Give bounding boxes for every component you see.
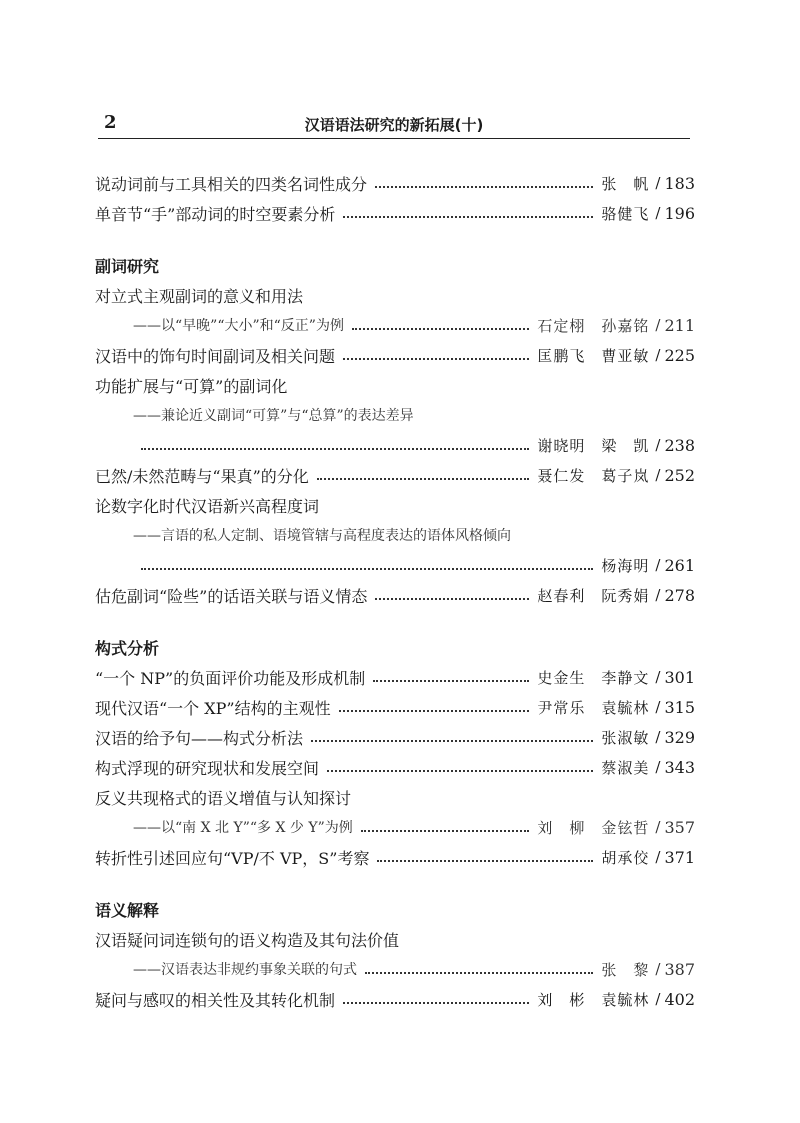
- entry-page: 196: [664, 203, 695, 223]
- toc-entry[interactable]: 转折性引述回应句“VP/不 VP，S”考察 胡承佼 / 371: [95, 847, 695, 868]
- entry-title: 说动词前与工具相关的四类名词性成分: [95, 174, 368, 194]
- toc-entry[interactable]: ——汉语表达非规约事象关联的句式 张 黎 / 387: [133, 959, 695, 979]
- entry-title: 汉语的给予句——构式分析法: [95, 728, 304, 748]
- entry-page: 343: [664, 757, 695, 777]
- entry-author: 蔡淑美: [601, 758, 650, 777]
- entry-page: 211: [664, 315, 695, 335]
- toc-entry[interactable]: 谢晓明 梁 凯 / 238: [95, 430, 695, 460]
- toc-entry-title[interactable]: [95, 924, 695, 954]
- leader-dots: [365, 964, 593, 974]
- entry-title: 汉语中的饰句时间副词及相关问题: [95, 346, 336, 366]
- leader-dots: [311, 732, 593, 742]
- entry-author: 张 帆: [601, 174, 650, 193]
- leader-dots: [141, 560, 593, 570]
- entry-page: 357: [664, 817, 695, 837]
- entry-author: 胡承佼: [601, 848, 650, 867]
- entry-title: “一个 NP”的负面评价功能及形成机制: [95, 668, 366, 688]
- entry-title: 构式浮现的研究现状和发展空间: [95, 758, 320, 778]
- leader-dots: [343, 994, 529, 1004]
- page-number: 2: [104, 112, 117, 133]
- entry-page: 402: [664, 989, 695, 1009]
- entry-author: 尹常乐 袁毓林: [537, 698, 650, 717]
- toc-entry[interactable]: 构式浮现的研究现状和发展空间 蔡淑美 / 343: [95, 757, 695, 778]
- entry-title: 论数字化时代汉语新兴高程度词: [95, 496, 320, 516]
- entry-page: 387: [664, 959, 695, 979]
- entry-author: 匡鹏飞 曹亚敏: [537, 346, 650, 365]
- toc-entry-subtitle: [95, 520, 695, 550]
- entry-subtitle: ——汉语表达非规约事象关联的句式: [133, 962, 357, 978]
- leader-dots: [343, 208, 593, 218]
- entry-author: 张淑敏: [601, 728, 650, 747]
- toc-entry-title[interactable]: [95, 280, 695, 310]
- toc-entry[interactable]: ——以“南 X 北 Y”“多 X 少 Y”为例 刘 柳 金铉哲 / 357: [133, 817, 695, 837]
- entry-subtitle: ——以“早晚”“大小”和“反正”为例: [133, 318, 344, 334]
- entry-subtitle: ——言语的私人定制、语境管辖与高程度表达的语体风格倾向: [133, 528, 511, 544]
- section-title: 副词研究: [95, 256, 160, 276]
- entry-author: 张 黎: [601, 960, 650, 979]
- toc-entry[interactable]: 说动词前与工具相关的四类名词性成分 张 帆 / 183: [95, 173, 695, 194]
- toc-entry[interactable]: 已然/未然范畴与“果真”的分化 聂仁发 葛子岚 / 252: [95, 465, 695, 486]
- toc-entry[interactable]: 汉语中的饰句时间副词及相关问题 匡鹏飞 曹亚敏 / 225: [95, 345, 695, 366]
- toc-entry[interactable]: 单音节“手”部动词的时空要素分析 骆健飞 / 196: [95, 203, 695, 224]
- entry-page: 225: [664, 345, 695, 365]
- section-title: 语义解释: [95, 900, 160, 920]
- leader-dots: [141, 440, 529, 450]
- entry-author: 聂仁发 葛子岚: [537, 466, 650, 485]
- leader-dots: [377, 852, 593, 862]
- entry-page: 371: [664, 847, 695, 867]
- entry-author: 杨海明: [601, 556, 650, 575]
- entry-title: 估危副词“险些”的话语关联与语义情态: [95, 586, 368, 606]
- book-title: 汉语语法研究的新拓展(十): [304, 116, 484, 134]
- entry-author: 石定栩 孙嘉铭: [537, 316, 650, 335]
- entry-title: 现代汉语“一个 XP”结构的主观性: [95, 698, 331, 718]
- entry-page: 301: [664, 667, 695, 687]
- toc-entry-subtitle: [95, 400, 695, 430]
- entry-title: 对立式主观副词的意义和用法: [95, 286, 304, 306]
- toc-entry[interactable]: 现代汉语“一个 XP”结构的主观性 尹常乐 袁毓林 / 315: [95, 697, 695, 718]
- entry-author: 赵春利 阮秀娟: [537, 586, 650, 605]
- toc-content: [95, 168, 695, 1014]
- toc-entry[interactable]: 疑问与感叹的相关性及其转化机制 刘 彬 袁毓林 / 402: [95, 989, 695, 1010]
- entry-title: 转折性引述回应句“VP/不 VP，S”考察: [95, 848, 370, 868]
- toc-entry-title[interactable]: [95, 782, 695, 812]
- entry-title: 汉语疑问词连锁句的语义构造及其句法价值: [95, 930, 400, 950]
- entry-subtitle: ——兼论近义副词“可算”与“总算”的表达差异: [133, 408, 414, 424]
- entry-page: 238: [664, 435, 695, 455]
- entry-page: 315: [664, 697, 695, 717]
- entry-author: 史金生 李静文: [537, 668, 650, 687]
- entry-title: 单音节“手”部动词的时空要素分析: [95, 204, 336, 224]
- entry-author: 刘 柳 金铉哲: [537, 818, 650, 837]
- entry-author: 骆健飞: [601, 204, 650, 223]
- section-title: 构式分析: [95, 638, 160, 658]
- entry-title: 反义共现格式的语义增值与认知探讨: [95, 788, 352, 808]
- entry-author: 谢晓明 梁 凯: [537, 436, 650, 455]
- leader-dots: [327, 762, 593, 772]
- toc-entry-title[interactable]: [95, 490, 695, 520]
- toc-entry[interactable]: 杨海明 / 261: [95, 550, 695, 580]
- toc-entry[interactable]: ——以“早晚”“大小”和“反正”为例 石定栩 孙嘉铭 / 211: [133, 315, 695, 335]
- entry-author: 刘 彬 袁毓林: [537, 990, 650, 1009]
- leader-dots: [375, 590, 529, 600]
- entry-title: 疑问与感叹的相关性及其转化机制: [95, 990, 336, 1010]
- entry-title: 已然/未然范畴与“果真”的分化: [95, 466, 309, 486]
- toc-entry[interactable]: “一个 NP”的负面评价功能及形成机制 史金生 李静文 / 301: [95, 667, 695, 688]
- entry-page: 252: [664, 465, 695, 485]
- leader-dots: [361, 822, 530, 832]
- leader-dots: [375, 178, 593, 188]
- leader-dots: [373, 672, 529, 682]
- leader-dots: [352, 320, 529, 330]
- toc-entry[interactable]: 汉语的给予句——构式分析法 张淑敏 / 329: [95, 727, 695, 748]
- entry-subtitle: ——以“南 X 北 Y”“多 X 少 Y”为例: [133, 820, 353, 836]
- toc-entry[interactable]: 估危副词“险些”的话语关联与语义情态 赵春利 阮秀娟 / 278: [95, 585, 695, 606]
- page-header: [98, 112, 690, 139]
- entry-page: 329: [664, 727, 695, 747]
- leader-dots: [339, 702, 530, 712]
- toc-entry-title[interactable]: [95, 370, 695, 400]
- leader-dots: [317, 470, 530, 480]
- entry-page: 183: [664, 173, 695, 193]
- entry-page: 278: [664, 585, 695, 605]
- entry-page: 261: [664, 555, 695, 575]
- entry-title: 功能扩展与“可算”的副词化: [95, 376, 288, 396]
- leader-dots: [343, 350, 529, 360]
